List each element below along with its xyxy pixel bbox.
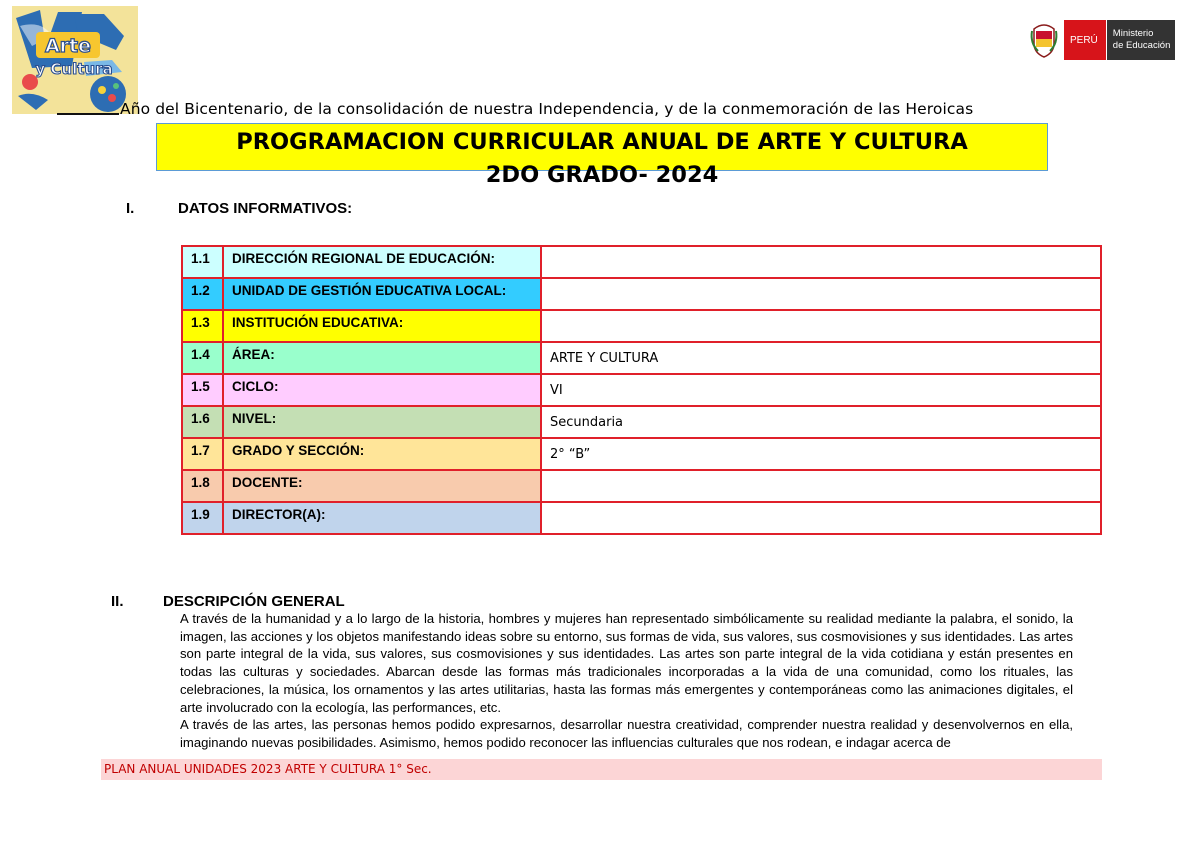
info-row-number: 1.6 bbox=[182, 406, 223, 438]
info-row-value: 2° “B” bbox=[541, 438, 1101, 470]
info-row-label: ÁREA: bbox=[223, 342, 541, 374]
info-row-label: DOCENTE: bbox=[223, 470, 541, 502]
footer-text: PLAN ANUAL UNIDADES 2023 ARTE Y CULTURA 1° Sec. bbox=[104, 762, 432, 776]
info-row-label: NIVEL: bbox=[223, 406, 541, 438]
ministry-line1: Ministerio bbox=[1112, 28, 1154, 39]
info-row-label: GRADO Y SECCIÓN: bbox=[223, 438, 541, 470]
info-row-number: 1.5 bbox=[182, 374, 223, 406]
logo-text-arte: Arte bbox=[44, 35, 92, 57]
info-row-value: Secundaria bbox=[541, 406, 1101, 438]
peru-label: PERÚ bbox=[1064, 20, 1107, 60]
section2-number: II. bbox=[111, 593, 124, 610]
info-row-label: DIRECTOR(A): bbox=[223, 502, 541, 534]
info-row-label: CICLO: bbox=[223, 374, 541, 406]
section1-title: DATOS INFORMATIVOS: bbox=[178, 200, 353, 217]
info-row-number: 1.9 bbox=[182, 502, 223, 534]
info-row-value: VI bbox=[541, 374, 1101, 406]
info-row-number: 1.1 bbox=[182, 246, 223, 278]
info-row-number: 1.3 bbox=[182, 310, 223, 342]
info-row-label: UNIDAD DE GESTIÓN EDUCATIVA LOCAL: bbox=[223, 278, 541, 310]
year-motto: Año del Bicentenario, de la consolidación de nuestra Independencia, y de la conmemoración de las Heroicas bbox=[120, 100, 974, 118]
info-row-label: DIRECCIÓN REGIONAL DE EDUCACIÓN: bbox=[223, 246, 541, 278]
document-title-line2: 2DO GRADO- 2024 bbox=[485, 162, 719, 188]
page-footer bbox=[101, 759, 1102, 780]
general-description bbox=[180, 610, 1073, 752]
description-paragraph-2: A través de las artes, las personas hemos podido expresarnos, desarrollar nuestra creatividad, comprender nuestra realidad y desenvolvernos en ella, imaginando nuevas posibilidades. Asimismo, hemos podido reconocer las influencias culturales que nos rodean, e indagar acerca de bbox=[180, 717, 1073, 750]
logo-text-cultura: y Cultura bbox=[35, 60, 113, 78]
section1-number: I. bbox=[126, 200, 135, 217]
document-title-line1: PROGRAMACION CURRICULAR ANUAL DE ARTE Y CULTURA bbox=[236, 129, 968, 155]
section2-title: DESCRIPCIÓN GENERAL bbox=[163, 593, 345, 610]
ministry-line2: de Educación bbox=[1112, 40, 1171, 51]
info-row-value: ARTE Y CULTURA bbox=[541, 342, 1101, 374]
description-paragraph-1: A través de la humanidad y a lo largo de la historia, hombres y mujeres han representado simbólicamente su realidad mediante la palabra, el sonido, la imagen, las acciones y los objetos manifestando ideas sobre su entorno, sus formas de vida, sus valores, sus cosmovisiones y sus identidades. Las artes son parte integral de la vida, sus valores, sus cosmovisiones y sus identidades. Las artes son parte integral de la vida cotidiana y están presentes en todas las culturas y sociedades. Abarcan desde las formas más tradicionales incorporadas a la vida de una comunidad, como los rituales, las celebraciones, la música, los ornamentos y las artes utilitarias, hasta las formas más emergentes y contemporáneas como las animaciones digitales, el arte involucrado con la ecología, las performances, etc. bbox=[180, 611, 1073, 715]
info-row-number: 1.8 bbox=[182, 470, 223, 502]
info-row-label: INSTITUCIÓN EDUCATIVA: bbox=[223, 310, 541, 342]
info-row-number: 1.2 bbox=[182, 278, 223, 310]
info-row-number: 1.7 bbox=[182, 438, 223, 470]
info-row-number: 1.4 bbox=[182, 342, 223, 374]
